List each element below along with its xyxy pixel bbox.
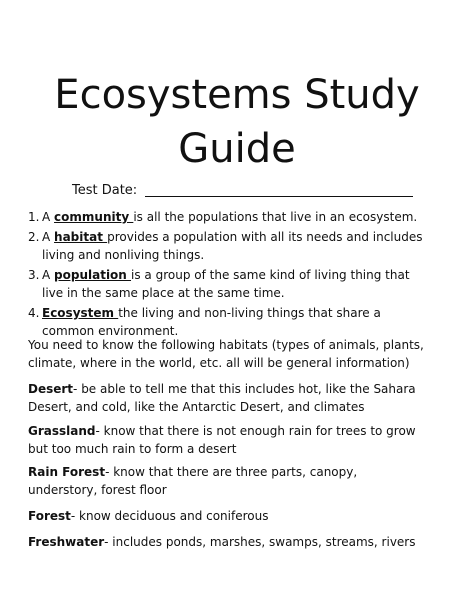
definition-pre: A [42,268,55,282]
definition-term: community [54,210,134,224]
definitions-list [28,208,428,342]
definition-text: the living and non-living things that share a common environment. [42,306,381,338]
test-date-row [72,183,412,199]
habitat-description: - know deciduous and coniferous [70,509,269,523]
definition-pre: A [42,230,55,244]
habitat-name: Freshwater [28,535,105,549]
definition-number: 1. [28,210,40,224]
definition-item [28,208,428,226]
definition-text: provides a population with all its needs and includes living and nonliving things. [42,230,423,262]
definition-item [28,266,428,302]
definition-pre: A [42,210,55,224]
habitat-grassland [28,422,428,458]
habitat-description: - know that there are three parts, canopy, understory, forest floor [28,465,358,497]
definition-text: is a group of the same kind of living thing that live in the same place at the same time. [42,268,410,300]
habitat-description: - know that there is not enough rain for trees to grow but too much rain to form a desert [28,424,416,456]
definition-number: 3. [28,268,40,282]
definition-term: Ecosystem [42,306,119,320]
habitat-desert [28,380,428,416]
definition-item [28,228,428,264]
habitats-intro: You need to know the following habitats (types of animals, plants, climate, where in the world, etc. all will be general information) [28,338,424,370]
definition-number: 4. [28,306,40,320]
definition-text: is all the populations that live in an ecosystem. [133,210,418,224]
habitat-description: - includes ponds, marshes, swamps, streams, rivers [104,535,416,549]
definition-term: habitat [54,230,108,244]
habitat-rain-forest [28,463,428,499]
definition-number: 2. [28,230,40,244]
test-date-blank-line [145,184,413,197]
habitat-name: Rain Forest [28,465,106,479]
habitat-name: Grassland [28,424,96,438]
title-line-1: Ecosystems Study [54,72,420,118]
habitat-description: - be able to tell me that this includes hot, like the Sahara Desert, and cold, like the Antarctic Desert, and climates [28,382,416,414]
habitat-name: Desert [28,382,74,396]
definition-term: population [54,268,132,282]
habitat-freshwater [28,533,428,551]
habitat-name: Forest [28,509,71,523]
title-line-2: Guide [178,126,296,172]
test-date-label: Test Date: [72,183,138,198]
definition-item [28,304,428,340]
habitat-forest [28,507,428,525]
